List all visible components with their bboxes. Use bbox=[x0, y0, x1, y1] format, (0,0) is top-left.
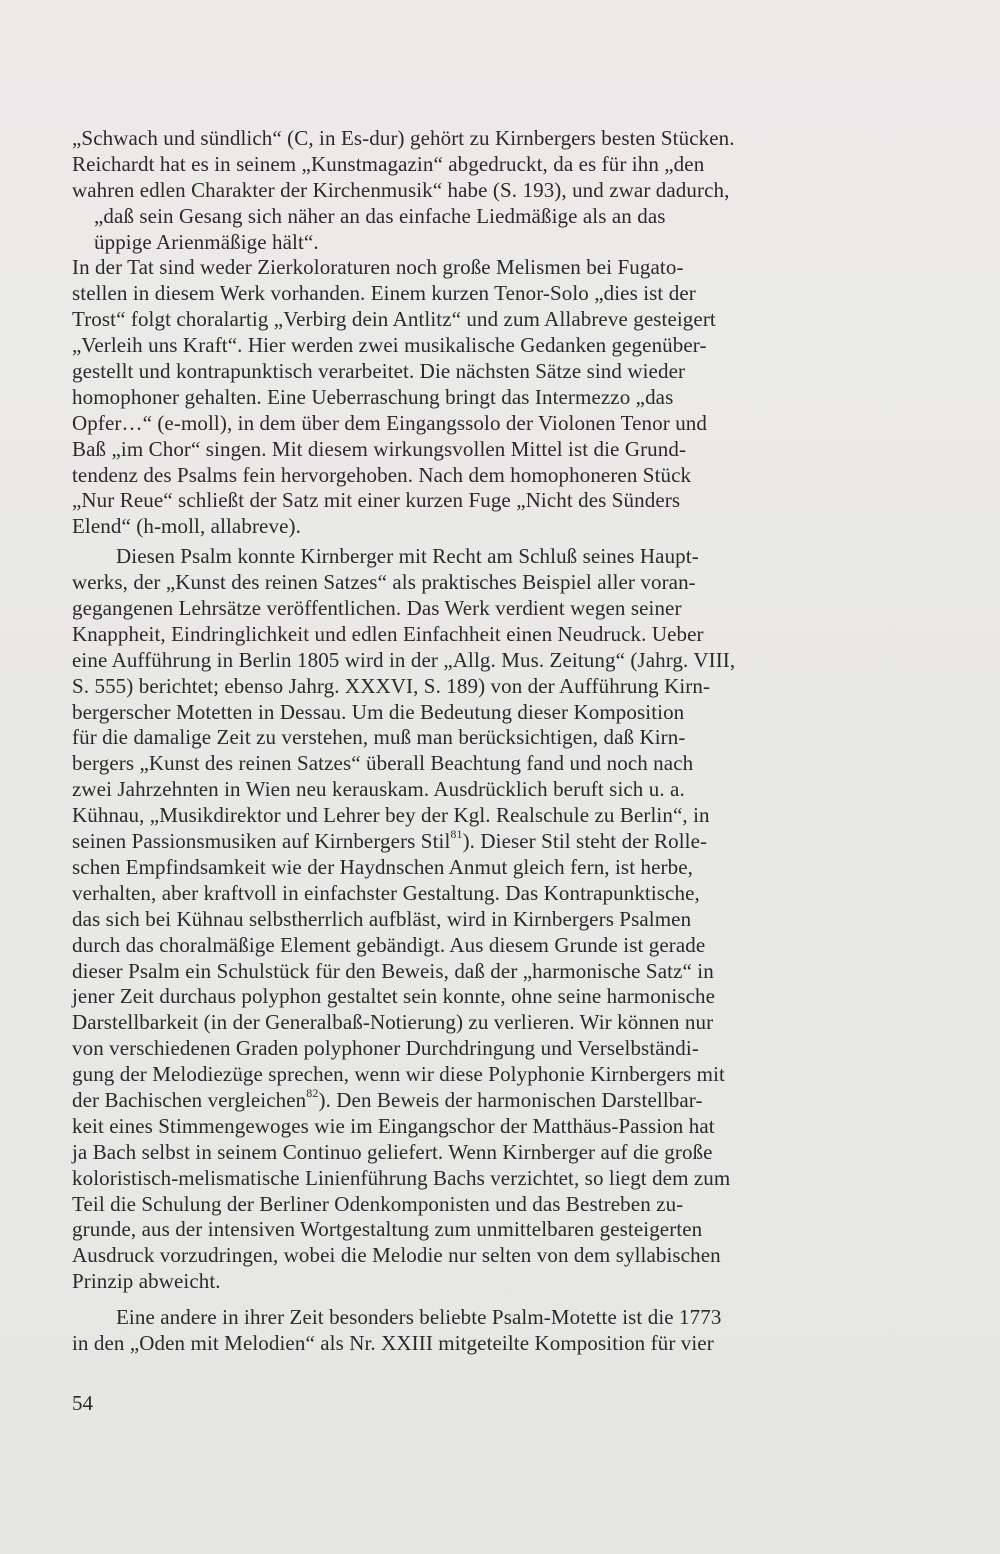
text-line bbox=[72, 829, 934, 855]
text-line bbox=[72, 777, 934, 803]
text-line bbox=[72, 152, 934, 178]
line-text: Diesen Psalm konnte Kirnberger mit Recht am Schluß seines Haupt- bbox=[116, 544, 699, 569]
line-text: Darstellbarkeit (in der Generalbaß-Notierung) zu verlieren. Wir können nur bbox=[72, 1010, 714, 1035]
text-line bbox=[72, 463, 934, 489]
line-text: verhalten, aber kraftvoll in einfachster Gestaltung. Das Kontrapunktische, bbox=[72, 880, 700, 905]
text-line bbox=[72, 751, 934, 777]
line-text: Reichardt hat es in seinem „Kunstmagazin“ abgedruckt, da es für ihn „den bbox=[72, 151, 705, 176]
text-line bbox=[72, 333, 934, 359]
text-line bbox=[72, 1140, 934, 1166]
text-line bbox=[72, 933, 934, 959]
line-text: von verschiedenen Graden polyphoner Durchdringung und Verselbständi- bbox=[72, 1036, 699, 1061]
line-text: gegangenen Lehrsätze veröffentlichen. Das Werk verdient wegen seiner bbox=[72, 596, 682, 621]
text-line bbox=[72, 855, 934, 881]
page-number: 54 bbox=[72, 1391, 93, 1415]
text-line bbox=[72, 1243, 934, 1269]
line-text: homophoner gehalten. Eine Ueberraschung bringt das Intermezzo „das bbox=[72, 384, 674, 409]
text-line bbox=[72, 959, 934, 985]
line-text-continued: ). Dieser Stil steht der Rolle- bbox=[462, 829, 708, 854]
text-line bbox=[72, 1217, 934, 1243]
text-line bbox=[72, 1036, 934, 1062]
line-text: ja Bach selbst in seinem Continuo geliefert. Wenn Kirnberger auf die große bbox=[72, 1139, 713, 1164]
line-text: seinen Passionsmusiken auf Kirnbergers Stil bbox=[72, 829, 451, 854]
line-text: durch das choralmäßige Element gebändigt. Aus diesem Grunde ist gerade bbox=[72, 932, 706, 957]
line-text: Prinzip abweicht. bbox=[72, 1269, 221, 1294]
line-text: „Schwach und sündlich“ (C, in Es-dur) gehört zu Kirnbergers besten Stücken. bbox=[72, 126, 735, 150]
line-text: werks, der „Kunst des reinen Satzes“ als praktisches Beispiel aller voran- bbox=[72, 570, 696, 595]
line-text: dieser Psalm ein Schulstück für den Beweis, daß der „harmonische Satz“ in bbox=[72, 958, 714, 983]
text-line bbox=[72, 1331, 934, 1357]
line-text: Kühnau, „Musikdirektor und Lehrer bey der Kgl. Realschule zu Berlin“, in bbox=[72, 803, 710, 828]
line-text: Teil die Schulung der Berliner Odenkomponisten und das Bestreben zu- bbox=[72, 1191, 684, 1216]
line-text: Opfer…“ (e-moll), in dem über dem Eingangssolo der Violonen Tenor und bbox=[72, 410, 707, 435]
line-text: bergerscher Motetten in Dessau. Um die Bedeutung dieser Komposition bbox=[72, 699, 685, 724]
line-text: In der Tat sind weder Zierkoloraturen noch große Melismen bei Fugato- bbox=[72, 255, 684, 280]
footnote-marker: 81 bbox=[450, 827, 463, 842]
line-text: tendenz des Psalms fein hervorgehoben. Nach dem homophoneren Stück bbox=[72, 462, 692, 487]
text-line bbox=[72, 178, 934, 204]
text-line bbox=[72, 1010, 934, 1036]
line-text: Elend“ (h-moll, allabreve). bbox=[72, 514, 301, 539]
text-line bbox=[72, 1085, 934, 1114]
line-text: stellen in diesem Werk vorhanden. Einem kurzen Tenor-Solo „dies ist der bbox=[72, 281, 696, 306]
text-line bbox=[72, 1114, 934, 1140]
text-line bbox=[72, 648, 934, 674]
line-text: Knappheit, Eindringlichkeit und edlen Einfachheit einen Neudruck. Ueber bbox=[72, 621, 704, 646]
text-line bbox=[72, 570, 934, 596]
text-line bbox=[72, 984, 934, 1010]
line-text: Trost“ folgt choralartig „Verbirg dein Antlitz“ und zum Allabreve gesteigert bbox=[72, 307, 716, 332]
text-line bbox=[72, 359, 934, 385]
line-text: zwei Jahrzehnten in Wien neu kerauskam. Ausdrücklich beruft sich u. a. bbox=[72, 777, 685, 802]
line-text: jener Zeit durchaus polyphon gestaltet sein konnte, ohne seine harmonische bbox=[72, 984, 716, 1009]
text-line bbox=[72, 1062, 934, 1088]
body-text bbox=[72, 126, 934, 1357]
text-line bbox=[72, 881, 934, 907]
line-text: gung der Melodiezüge sprechen, wenn wir diese Polyphonie Kirnbergers mit bbox=[72, 1062, 725, 1087]
text-line bbox=[72, 514, 934, 540]
text-line bbox=[72, 230, 934, 256]
text-line bbox=[72, 307, 934, 333]
text-line bbox=[72, 1166, 934, 1192]
text-line bbox=[72, 803, 934, 829]
line-text: in den „Oden mit Melodien“ als Nr. XXIII mitgeteilte Komposition für vier bbox=[72, 1330, 714, 1355]
text-line bbox=[72, 126, 934, 152]
line-text: eine Aufführung in Berlin 1805 wird in der „Allg. Mus. Zeitung“ (Jahrg. VIII, bbox=[72, 647, 736, 672]
text-line bbox=[72, 544, 934, 570]
text-line bbox=[72, 281, 934, 307]
text-line bbox=[72, 411, 934, 437]
text-line bbox=[72, 204, 934, 230]
line-text: Ausdruck vorzudringen, wobei die Melodie nur selten von dem syllabischen bbox=[72, 1243, 721, 1268]
line-text: das sich bei Kühnau selbstherrlich aufbläst, wird in Kirnbergers Psalmen bbox=[72, 906, 692, 931]
line-text: S. 555) berichtet; ebenso Jahrg. XXXVI, S. 189) von der Aufführung Kirn- bbox=[72, 673, 711, 698]
text-line bbox=[72, 1305, 934, 1331]
line-text: „Verleih uns Kraft“. Hier werden zwei musikalische Gedanken gegenüber- bbox=[72, 333, 707, 358]
text-line bbox=[72, 488, 934, 514]
line-text: üppige Arienmäßige hält“. bbox=[94, 229, 319, 254]
line-text: wahren edlen Charakter der Kirchenmusik“ habe (S. 193), und zwar dadurch, bbox=[72, 177, 730, 202]
text-line bbox=[72, 385, 934, 411]
text-line bbox=[72, 725, 934, 751]
line-text: Baß „im Chor“ singen. Mit diesem wirkungsvollen Mittel ist die Grund- bbox=[72, 436, 687, 461]
line-text: „daß sein Gesang sich näher an das einfache Liedmäßige als an das bbox=[94, 203, 666, 228]
line-text: keit eines Stimmengewoges wie im Eingangschor der Matthäus-Passion hat bbox=[72, 1113, 715, 1138]
line-text-continued: ). Den Beweis der harmonischen Darstellbar- bbox=[318, 1087, 703, 1112]
text-line bbox=[72, 700, 934, 726]
line-text: der Bachischen vergleichen bbox=[72, 1087, 307, 1112]
text-line bbox=[72, 622, 934, 648]
line-text: gestellt und kontrapunktisch verarbeitet. Die nächsten Sätze sind wieder bbox=[72, 359, 686, 384]
line-text: Eine andere in ihrer Zeit besonders beliebte Psalm-Motette ist die 1773 bbox=[116, 1305, 722, 1330]
text-line bbox=[72, 437, 934, 463]
text-line bbox=[72, 255, 934, 281]
text-line bbox=[72, 1269, 934, 1295]
line-text: für die damalige Zeit zu verstehen, muß man berücksichtigen, daß Kirn- bbox=[72, 725, 686, 750]
line-text: koloristisch-melismatische Linienführung Bachs verzichtet, so liegt dem zum bbox=[72, 1165, 731, 1190]
text-line bbox=[72, 907, 934, 933]
footnote-marker: 82 bbox=[306, 1085, 319, 1100]
line-text: grunde, aus der intensiven Wortgestaltung zum unmittelbaren gesteigerten bbox=[72, 1217, 703, 1242]
line-text: „Nur Reue“ schließt der Satz mit einer kurzen Fuge „Nicht des Sünders bbox=[72, 488, 681, 513]
line-text: bergers „Kunst des reinen Satzes“ überall Beachtung fand und noch nach bbox=[72, 751, 694, 776]
text-line bbox=[72, 596, 934, 622]
line-text: schen Empfindsamkeit wie der Haydnschen Anmut gleich fern, ist herbe, bbox=[72, 854, 693, 879]
text-line bbox=[72, 674, 934, 700]
text-line bbox=[72, 1192, 934, 1218]
